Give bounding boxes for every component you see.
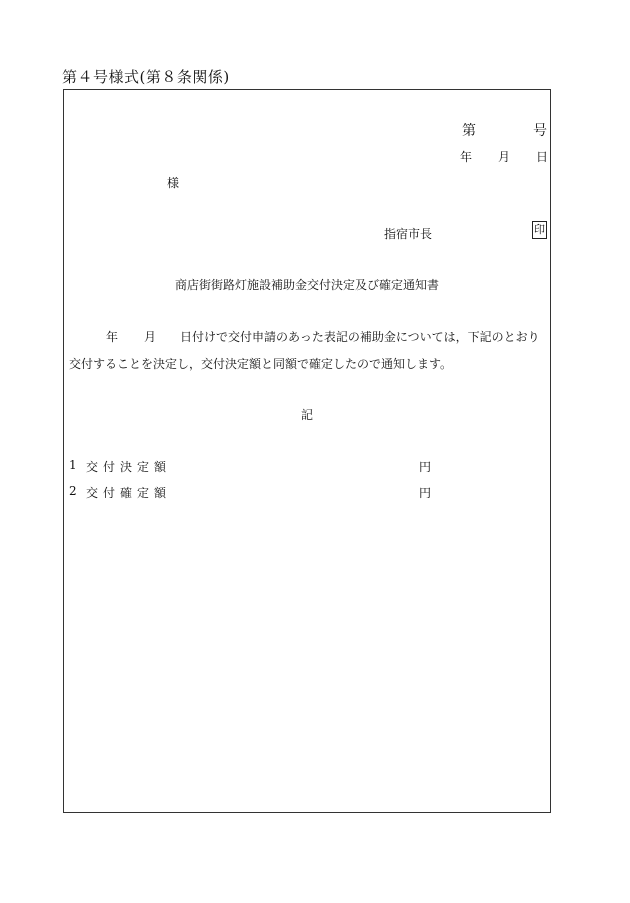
body-month: 月: [144, 330, 157, 344]
item-1-label: 交付決定額: [86, 460, 172, 474]
document-title: 商店街街路灯施設補助金交付決定及び確定通知書: [174, 278, 439, 292]
item-1-unit: 円: [419, 460, 432, 474]
body-line-2: 交付することを決定し，交付決定額と同額で確定したので通知します。: [69, 357, 453, 371]
item-2-unit: 円: [419, 486, 432, 500]
body-line-1: 日付けで交付申請のあった表記の補助金については，下記のとおり: [180, 330, 540, 344]
item-2-label: 交付確定額: [86, 486, 172, 500]
ki-heading: 記: [300, 408, 313, 422]
form-number: 第４号様式(第８条関係): [62, 68, 230, 86]
date-year: 年: [460, 150, 473, 164]
item-2-number: 2: [69, 484, 77, 498]
issuer-name: 指宿市長: [384, 227, 433, 241]
item-1-number: 1: [69, 458, 77, 472]
date-month: 月: [498, 150, 511, 164]
document-frame: [63, 89, 551, 813]
document-number-suffix: 号: [533, 123, 547, 139]
seal-stamp: 印: [532, 221, 547, 239]
document-number-prefix: 第: [462, 123, 476, 139]
date-day: 日: [536, 150, 549, 164]
addressee-suffix: 様: [167, 176, 180, 190]
body-year: 年: [106, 330, 119, 344]
